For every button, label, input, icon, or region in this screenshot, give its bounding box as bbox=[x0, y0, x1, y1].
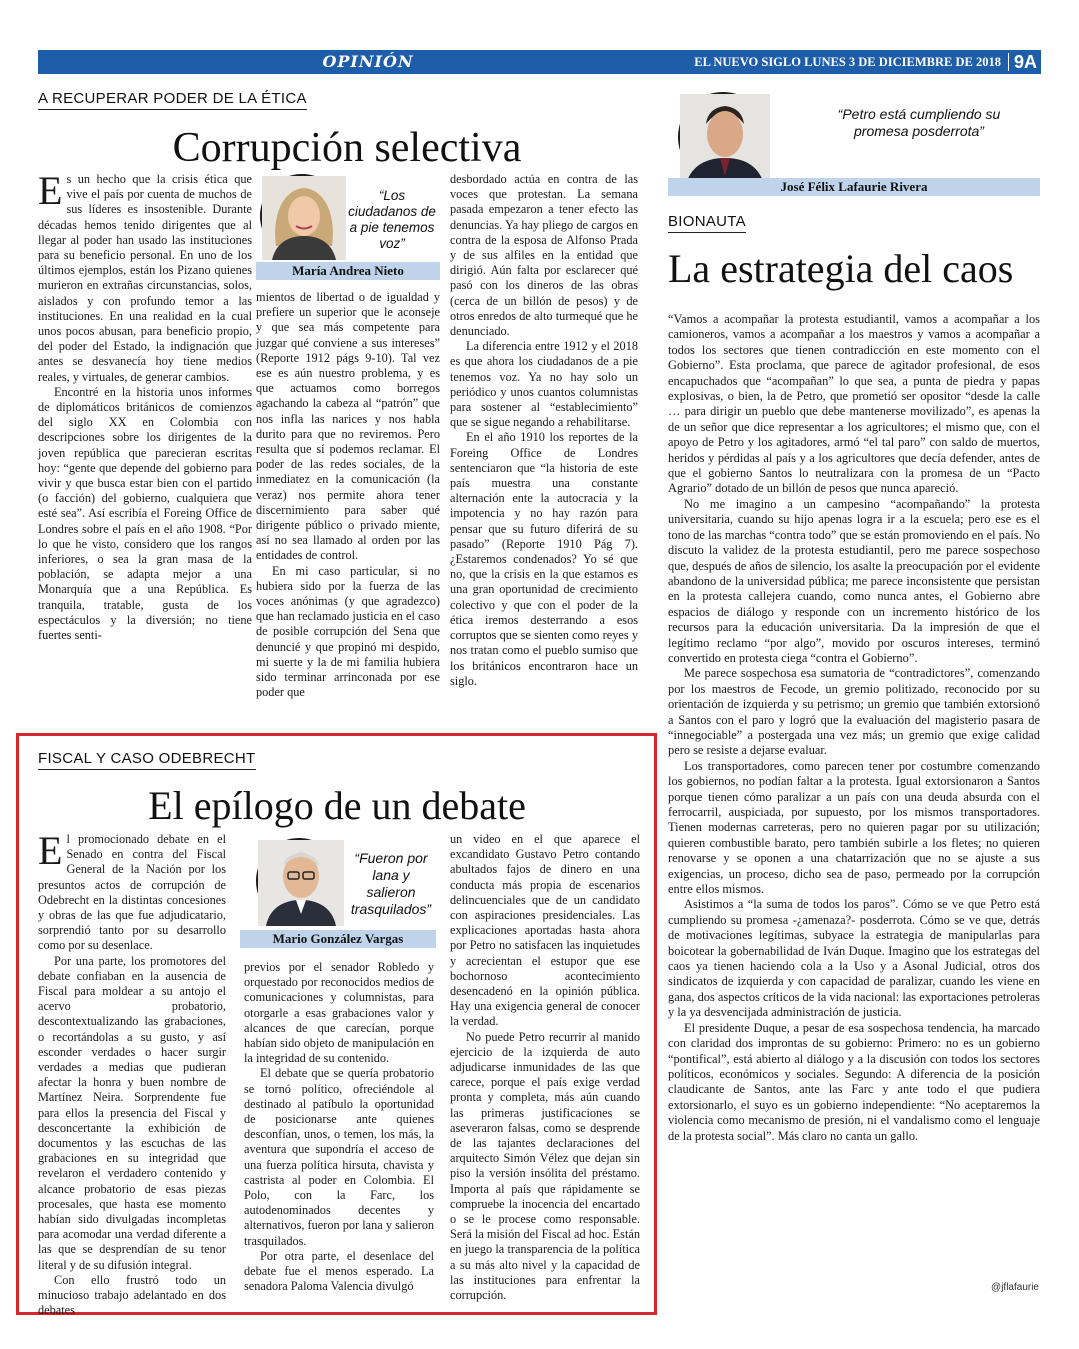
article2-column-3 bbox=[450, 832, 640, 1303]
article3-headline: La estrategia del caos bbox=[668, 246, 1014, 291]
article3-paragraph: El presidente Duque, a pesar de esa sospechosa tendencia, ha marcado con claridad dos improntas de su gobierno: Primero: no es un gobierno “pontifical”, está abierto al diálogo y a la discusión con todos los sectores políticos, económicos y sociales. Segundo: A diferencia de la posición claudicante de Santos, ante las Farc y ante todo el que pudiera extorsionarlo, el suyo es un gobierno independiente: “No aceptaremos la violencia como mecanismo de presión, ni el vandalismo como el lenguaje de la protesta social”. Más claro no canta un gallo. bbox=[668, 1020, 1040, 1143]
article2-paragraph: El promocionado debate en el Senado en contra del Fiscal General de la Nación por los presuntos actos de corrupción de Odebrecht en la distintas concesiones y obras de las que fue adjudicatario, sorprendió tanto por su desarrollo como por su desenlace. bbox=[38, 828, 226, 953]
article1-author-name: María Andrea Nieto bbox=[256, 262, 440, 280]
article3-paragraph: Los transportadores, como parecen tener por costumbre comenzando los gobiernos, no podían faltar a la protesta. Igual extorsionaron a Santos porque tienen cómo paralizar a un país con una deuda absurda con el ferrocarril, auspiciada, por supuesto, por los mismos transportadores. Tienen modernas carreteras, pero no quieren pagar por su utilización; quieren combustible barato, pero también subirle a los fletes; no quieren renovarse y se oponen a una chatarrización que no se ajuste a sus exigencias, un proceso, dicho sea de paso, permeado por la corrupción entre ellos mismos. bbox=[668, 758, 1040, 897]
portrait-man-icon bbox=[256, 838, 342, 924]
article2-paragraph: Por una parte, los promotores del debate confiaban en la ausencia de Fiscal para moldear a su antojo el acervo probatorio, descontextualizando las grabaciones, o recortándolas a su gusto, y así esconder verdades o hacer surgir verdades a medias que pudieran afectar la honra y buen nombre de Martínez Neira. Sorprendente fue para ellos la presencia del Fiscal y desconcertante la exhibición de documentos y las escuchas de las grabaciones en su integridad que revelaron el verdadero contenido y alcance probatorio de esas piezas procesales, que hasta ese momento habían sido divulgadas incompletas para acomodar una verdad diferente a las que se desprendían de su tenor literal y de su difusión integral. bbox=[38, 953, 226, 1272]
article1-paragraph: Es un hecho que la crisis ética que vive el país por cuenta de muchos de sus líderes es insostenible. Durante décadas hemos tenido dirigentes que al llegar al poder han usado las instituciones para su beneficio personal. En uno de los últimos ejemplos, están los Pizano quienes murieron en extrañas circunstancias, solos, aislados y con profundo temor a las instituciones. En una realidad en la cual unos pocos abusan, para beneficio propio, del poder del Estado, la indignación que antes se desvanecía hoy tiene medios reales, y virtuales, de generar cambios. bbox=[38, 168, 252, 384]
article2-paragraph: previos por el senador Robledo y orquestado por reconocidos medios de comunicaciones y columnistas, para otorgarle a esas grabaciones valor y alcances de que carecían, porque habían sido objeto de manipulación en la integridad de su contenido. bbox=[244, 960, 434, 1066]
drop-cap: E bbox=[38, 168, 63, 213]
article1-pull-quote: “Los ciudadanos de a pie tenemos voz” bbox=[348, 188, 436, 251]
page-number: 9A bbox=[1013, 52, 1037, 72]
article1-headline: Corrupción selectiva bbox=[172, 125, 522, 171]
article2-paragraph: No puede Petro recurrir al manido ejercicio de la izquierda de auto adjudicarse inmunidades de las que carece, porque el país exige verdad pronta y completa, más aún cuando las primeras justificaciones se aseveraron falsas, como se desprende de las tajantes declaraciones del arquitecto Simón Vélez que dejan sin piso la versión insólita del préstamo. Importa al país que rápidamente se compruebe la inocencia del encartado o se le procese como responsable. Será la misión del Fiscal ad hoc. Están en juego la transparencia de la política a su más alto nivel y la capacidad de las instituciones para enfrentar la corrupción. bbox=[450, 1029, 640, 1303]
article2-paragraph: Con ello frustró todo un minucioso trabajo adelantado en dos debates bbox=[38, 1272, 226, 1318]
section-header-bar bbox=[38, 50, 1041, 74]
article3-author-name: José Félix Lafaurie Rivera bbox=[668, 178, 1040, 196]
article2-pull-quote: “Fueron por lana y salieron trasquilados” bbox=[350, 850, 432, 917]
divider bbox=[1008, 53, 1009, 71]
article2-author-box bbox=[240, 834, 436, 950]
article1-paragraph: La diferencia entre 1912 y el 2018 es que ahora los ciudadanos de a pie tenemos voz. Ya no hay solo un periódico y unos cuantos columnistas para sostener al “establecimiento” que se sigue negando a rehabilitarse. bbox=[450, 339, 638, 430]
article2-headline: El epílogo de un debate bbox=[148, 783, 526, 828]
article1-paragraph: En mi caso particular, si no hubiera sido por la fuerza de las voces anónimas (y que agradezco) que han reclamado justicia en el caso de posible corrupción del Sena que denuncié y que propinó mi despido, mi suerte y la de mi familia hubiera sido terminar arrinconada por ese poder que bbox=[256, 563, 440, 700]
article1-kicker: A RECUPERAR PODER DE LA ÉTICA bbox=[38, 90, 307, 110]
publication-date: EL NUEVO SIGLO LUNES 3 DE DICIEMBRE DE 2018 bbox=[694, 55, 1001, 69]
article2-paragraph: Por otra parte, el desenlace del debate fue el menos esperado. La senadora Paloma Valencia divulgó bbox=[244, 1248, 434, 1294]
portrait-man-icon bbox=[678, 92, 768, 182]
article3-paragraph: No me imagino a un campesino “acompañando” la protesta universitaria, cuando su hijo apenas logra ir a la escuela; pero ese es el tono de las marchas “contra todo” que se están promoviendo en el país. No discuto la validez de la protesta estudiantil, pero me parece sospechoso que, después de años de silencio, los asalte la preocupación por el evidente abandono de la universidad pública; me parece inconsistente que persistan en la protesta callejera cuando, como nunca antes, el Gobierno abre espacios de diálogo y responde con un incremento histórico de los recursos para la educación universitaria. Da la impresión de que el legítimo reclamo “por algo”, movido por oscuros intereses, terminó convertido en protesta ciega “contra el Gobierno”. bbox=[668, 496, 1040, 665]
article3-paragraph: Asistimos a “la suma de todos los paros”. Cómo se ve que Petro está cumpliendo su promesa -¿amenaza?- posderrota. Cómo se ve que, detrás de motivaciones legítimas, subyace la estrategia de manipularlas para boicotear la gobernabilidad de Iván Duque. Imagino que los estrategas del caos ya tienen haciendo cola a la Uso y a Asonal Judicial, otros dos sindicatos de izquierda y con capacidad de paralizar, cuando les viene en gana, dos aspectos críticos de la vida nacional: las exportaciones petroleras y la ya desvencijada administración de justicia. bbox=[668, 897, 1040, 1020]
article1-paragraph: En el año 1910 los reportes de la Foreing Office de Londres sentenciaron que “la historia de este país muestra una constante alternación ente la autocracia y la impotencia y no hay razón para pensar que su futuro diferirá de su pasado” (Reporte 1910 Pág 7). ¿Estaremos condenados? Yo sé que no, que la crisis en la que estamos es una gran oportunidad de crecimiento colectivo y que con el poder de la ética iremos desterrando a esos corruptos que se sienten como reyes y nos tratan como el pueblo sumiso que los británicos encontraron hace un siglo. bbox=[450, 430, 638, 688]
section-title: OPINIÓN bbox=[322, 52, 414, 71]
article1-column-2 bbox=[256, 290, 440, 712]
article1-column-1 bbox=[38, 168, 252, 712]
article3-pull-quote: “Petro está cumpliendo su promesa posderrota” bbox=[837, 106, 1001, 139]
article2-column-2 bbox=[244, 960, 434, 1296]
article2-author-name: Mario González Vargas bbox=[240, 930, 436, 948]
article3-kicker: BIONAUTA bbox=[668, 213, 746, 233]
article2-paragraph: un video en el que aparece el excandidato Gustavo Petro contando abultados fajos de dinero en una conducta más propia de escenarios delincuenciales que de un candidato con aspiraciones presidenciales. Las explicaciones aportadas hasta ahora por Petro no satisfacen las inquietudes y acrecientan el estupor que ese bochornoso acontecimiento desencadenó en la opinión pública. Hay una exigencia general de conocer la verdad. bbox=[450, 832, 640, 1029]
article2-paragraph: El debate que se quería probatorio se tornó político, ofreciéndole al destinado al patíbulo la oportunidad de posicionarse ante quienes desconfían, unos, o temen, los más, la aventura que supondría el acceso de una fuerza política hirsuta, chavista y castrista al poder en Colombia. El Polo, con la Farc, los autodenominados decentes y alternativos, fueron por lana y salieron trasquilados. bbox=[244, 1066, 434, 1248]
drop-cap: E bbox=[38, 828, 63, 873]
article1-paragraph: mientos de libertad o de igualdad y prefiere un superior que le aconseje y que sea más competente para juzgar qué conviene a sus intereses” (Reporte 1912 págs 9-10). Tal vez ese es aún nuestro problema, y es que actuamos como borregos agachando la cabeza al “patrón” que nos infla las narices y nos habla durito para que no reviremos. Pero resulta que sí podemos reclamar. El poder de las redes sociales, de la inmediatez en la comunicación (la veraz) nos permite ahora tener discernimiento para saber qué dirigente público o privado miente, así no sea llamado al orden por las entidades de control. bbox=[256, 290, 440, 563]
article1-column-3 bbox=[450, 172, 638, 712]
article1-paragraph: desbordado actúa en contra de las voces que protestan. La semana pasada empezaron a tener efecto las denuncias. Ya hay pliego de cargos en contra de la esposa de Alfonso Prada y de sus alfiles en la entidad que dirigió. Aún falta por esclarecer qué pasó con los dineros de las obras (cerca de un billón de pesos) y de otros enredos de alto turmequé que he denunciado. bbox=[450, 172, 638, 339]
article2-column-1 bbox=[38, 828, 226, 1318]
article3-paragraph: “Vamos a acompañar la protesta estudiantil, vamos a acompañar a los camioneros, vamos a acompañar a los maestros y vamos a acompañar a todos los sectores que tienen contradicción en este momento con el Gobierno”. Esta proclama, que parece de agitador profesional, de esos encapuchados que “acompañan” lo que sea, a punta de piedra y papas explosivas, o bien, la de Petro, que prometió ser opositor “desde la calle … para dirigir un pueblo que debe mantenerse movilizado”, es apenas la de un señor que dice representar a los agricultores; el mismo que, con el apoyo de Petro y los agitadores, armó “el tal paro” con saldo de muertos, heridos y pérdidas al país y a los agricultores que decía defender, antes de que el gobierno Santos lo neutralizara con la promesa de un “Pacto Agrario” dotado de un billón de pesos que nunca apareció. bbox=[668, 312, 1040, 496]
article3-paragraph: Me parece sospechosa esa sumatoria de “contradictores”, comenzando por los maestros de Fecode, un gremio politizado, reconocido por su orientación de izquierda y su petrismo; un gremio que también extorsionó a Santos con el paro y logró que la evaluación del magisterio pasara de “innegociable” a postergada una vez más; un gremio que exige calidad pero se resiste a dejarse evaluar. bbox=[668, 666, 1040, 758]
article2-kicker: FISCAL Y CASO ODEBRECHT bbox=[38, 750, 256, 770]
portrait-woman-icon bbox=[260, 174, 344, 258]
article1-paragraph: Encontré en la historia unos informes de diplomáticos británicos de comienzos del siglo XX en Colombia con descripciones sobre los dirigentes de la joven república que parecieran escritas hoy: “gente que depende del gobierno para vivir y que busca estar bien con el partido (o facción) del gobierno, cualquiera que esté sea”. Así escribía el Foreing Office de Londres sobre el país en el año 1908. “Por lo que he visto, considero que los rangos inferiores, o sea la gran masa de la población, se adapta mejor a una Monarquía que a una República. Es tranquila, tratable, gusta de los espectáculos y la diversión; no tiene fuertes senti- bbox=[38, 384, 252, 643]
author-handle: @jflafaurie bbox=[991, 1282, 1039, 1293]
article3-body bbox=[668, 312, 1040, 1282]
article3-author-box bbox=[668, 90, 1040, 200]
article1-author-box bbox=[256, 172, 440, 280]
